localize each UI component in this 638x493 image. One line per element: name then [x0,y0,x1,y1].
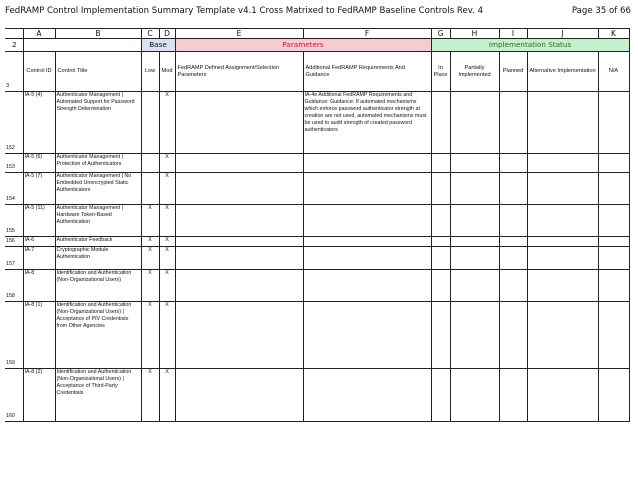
column-header-row [5,52,629,92]
control-id[interactable]: IA-5 (7) [23,173,55,205]
row-number: 160 [5,369,23,422]
control-title[interactable]: Authenticator Feedback [55,237,141,247]
partially-implemented-cell[interactable] [450,302,499,369]
partially-implemented-cell[interactable] [450,247,499,270]
requirements-guidance[interactable] [303,205,431,237]
requirements-guidance[interactable] [303,270,431,302]
column-letter[interactable]: A [23,29,55,39]
na-cell[interactable] [598,302,629,369]
control-id[interactable]: IA-8 (2) [23,369,55,422]
page-header [5,4,633,19]
row-number: 152 [5,92,23,154]
column-letter[interactable]: E [175,29,303,39]
mod-mark[interactable]: X [159,247,175,270]
na-cell[interactable] [598,270,629,302]
planned-cell[interactable] [499,369,527,422]
header-control-id: Control ID [23,52,55,92]
requirements-guidance[interactable] [303,173,431,205]
planned-cell[interactable] [499,270,527,302]
low-mark[interactable]: X [141,369,159,422]
low-mark[interactable]: X [141,302,159,369]
table-row [5,173,629,205]
partially-implemented-cell[interactable] [450,369,499,422]
planned-cell[interactable] [499,302,527,369]
low-mark[interactable]: X [141,270,159,302]
page-number: Page 35 of 66 [571,6,631,16]
in-place-cell[interactable] [431,92,450,154]
low-mark[interactable] [141,173,159,205]
assignment-parameters[interactable] [175,369,303,422]
alternative-implementation-cell[interactable] [527,302,598,369]
in-place-cell[interactable] [431,205,450,237]
alternative-implementation-cell[interactable] [527,237,598,247]
control-title[interactable]: Identification and Authentication (Non-Organizational Users) [55,270,141,302]
corner-cell [5,29,23,39]
in-place-cell[interactable] [431,247,450,270]
mod-mark[interactable]: X [159,205,175,237]
alternative-implementation-cell[interactable] [527,173,598,205]
in-place-cell[interactable] [431,369,450,422]
column-letter[interactable]: J [527,29,598,39]
header-in-place: In Place [431,52,450,92]
group-base: Base [141,39,175,52]
mod-mark[interactable]: X [159,270,175,302]
control-title[interactable]: Authenticator Management | Automated Support for Password Strength Determination [55,92,141,154]
in-place-cell[interactable] [431,237,450,247]
column-letter[interactable]: K [598,29,629,39]
control-id[interactable]: IA-8 (1) [23,302,55,369]
requirements-guidance[interactable] [303,154,431,173]
alternative-implementation-cell[interactable] [527,369,598,422]
requirements-guidance[interactable] [303,237,431,247]
control-id[interactable]: IA-5 (11) [23,205,55,237]
mod-mark[interactable]: X [159,237,175,247]
table-row [5,237,629,247]
na-cell[interactable] [598,92,629,154]
mod-mark[interactable]: X [159,369,175,422]
na-cell[interactable] [598,247,629,270]
group-implementation-status: Implementation Status [431,39,629,52]
row-number: 153 [5,154,23,173]
table-row [5,92,629,154]
partially-implemented-cell[interactable] [450,270,499,302]
control-title[interactable]: Identification and Authentication (Non-Organizational Users) | Acceptance of PIV Credentials from Other Agencies [55,302,141,369]
low-mark[interactable]: X [141,247,159,270]
header-mod: Mod [159,52,175,92]
control-id[interactable]: IA-5 (4) [23,92,55,154]
na-cell[interactable] [598,369,629,422]
header-requirements-guidance: Additional FedRAMP Requirements And Guidance [303,52,431,92]
na-cell[interactable] [598,173,629,205]
low-mark[interactable] [141,154,159,173]
assignment-parameters[interactable] [175,92,303,154]
alternative-implementation-cell[interactable] [527,92,598,154]
assignment-parameters[interactable] [175,302,303,369]
group-blank-cell [23,39,141,52]
alternative-implementation-cell[interactable] [527,247,598,270]
alternative-implementation-cell[interactable] [527,270,598,302]
control-title[interactable]: Cryptographic Module Authentication [55,247,141,270]
partially-implemented-cell[interactable] [450,237,499,247]
column-letter[interactable]: I [499,29,527,39]
planned-cell[interactable] [499,205,527,237]
na-cell[interactable] [598,237,629,247]
control-title[interactable]: Authenticator Management | Protection of Authenticators [55,154,141,173]
planned-cell[interactable] [499,237,527,247]
group-header-row [5,39,629,52]
mod-mark[interactable]: X [159,92,175,154]
column-letter[interactable]: H [450,29,499,39]
header-na: N/A [598,52,629,92]
row-number: 3 [5,52,23,92]
assignment-parameters[interactable] [175,270,303,302]
table-row [5,270,629,302]
mod-mark[interactable]: X [159,302,175,369]
in-place-cell[interactable] [431,302,450,369]
alternative-implementation-cell[interactable] [527,205,598,237]
row-number: 154 [5,173,23,205]
requirements-guidance[interactable] [303,247,431,270]
control-id[interactable]: IA-8 [23,270,55,302]
assignment-parameters[interactable] [175,237,303,247]
table-row [5,302,629,369]
row-number: 157 [5,247,23,270]
header-planned: Planned [499,52,527,92]
in-place-cell[interactable] [431,270,450,302]
row-number: 155 [5,205,23,237]
header-partially-implemented: Partially Implemented [450,52,499,92]
column-letter[interactable]: B [55,29,141,39]
planned-cell[interactable] [499,173,527,205]
partially-implemented-cell[interactable] [450,173,499,205]
control-id[interactable]: IA-7 [23,247,55,270]
in-place-cell[interactable] [431,173,450,205]
row-number: 159 [5,302,23,369]
header-low: Low [141,52,159,92]
row-number: 158 [5,270,23,302]
assignment-parameters[interactable] [175,154,303,173]
in-place-cell[interactable] [431,154,450,173]
assignment-parameters[interactable] [175,173,303,205]
control-title[interactable]: Authenticator Management | No Embedded Unencrypted Static Authenticators [55,173,141,205]
group-parameters: Parameters [175,39,431,52]
planned-cell[interactable] [499,154,527,173]
requirements-guidance[interactable] [303,302,431,369]
mod-mark[interactable]: X [159,154,175,173]
na-cell[interactable] [598,154,629,173]
partially-implemented-cell[interactable] [450,92,499,154]
table-row [5,205,629,237]
column-letter-row [5,29,629,39]
column-letter[interactable]: D [159,29,175,39]
control-id[interactable]: IA-5 (6) [23,154,55,173]
alternative-implementation-cell[interactable] [527,154,598,173]
na-cell[interactable] [598,205,629,237]
table-row [5,154,629,173]
row-number: 2 [5,39,23,52]
requirements-guidance[interactable] [303,369,431,422]
planned-cell[interactable] [499,92,527,154]
control-title[interactable]: Identification and Authentication (Non-Organizational Users) | Acceptance of Third-Party Credentials [55,369,141,422]
mod-mark[interactable]: X [159,173,175,205]
header-assignment-parameters: FedRAMP Defined Assignment/Selection Parameters [175,52,303,92]
column-letter[interactable]: F [303,29,431,39]
requirements-guidance[interactable]: IA-4e Additional FedRAMP Requirements and Guidance: Guidance: If automated mechanisms which enforce password authenticator strength at creation are not used, automated mechanisms must be used to audit strength of created password authenticators [303,92,431,154]
assignment-parameters[interactable] [175,205,303,237]
control-title[interactable]: Authenticator Management | Hardware Token-Based Authentication [55,205,141,237]
low-mark[interactable]: X [141,237,159,247]
partially-implemented-cell[interactable] [450,205,499,237]
header-control-title: Control Title [55,52,141,92]
planned-cell[interactable] [499,247,527,270]
partially-implemented-cell[interactable] [450,154,499,173]
column-letter[interactable]: C [141,29,159,39]
document-title: FedRAMP Control Implementation Summary Template v4.1 Cross Matrixed to FedRAMP Baseline Controls Rev. 4 [5,6,484,16]
low-mark[interactable]: X [141,205,159,237]
table-row [5,369,629,422]
table-row [5,247,629,270]
assignment-parameters[interactable] [175,247,303,270]
column-letter[interactable]: G [431,29,450,39]
low-mark[interactable] [141,92,159,154]
row-number: 156 [5,237,23,247]
header-alternative-implementation: Alternative Implementation [527,52,598,92]
control-summary-table [5,28,630,422]
control-id[interactable]: IA-6 [23,237,55,247]
